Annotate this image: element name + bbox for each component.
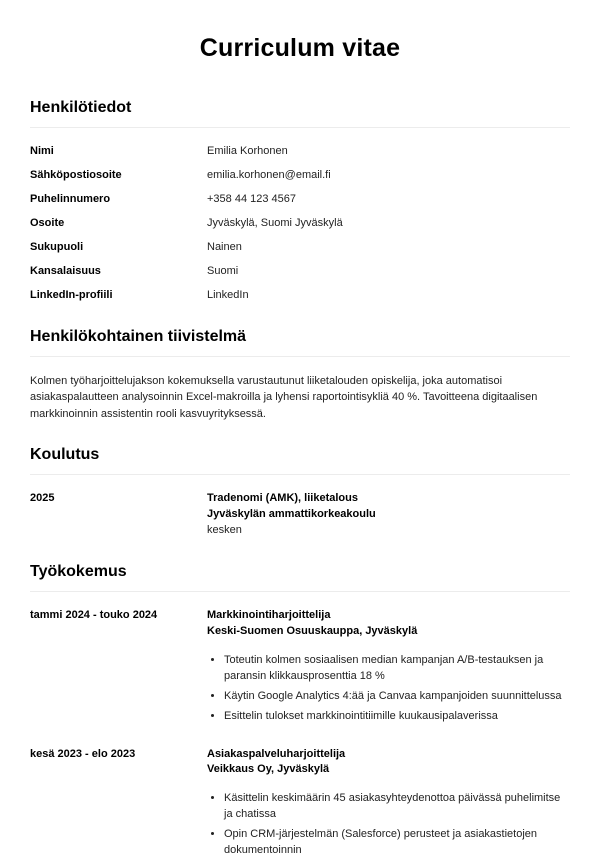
experience-company: Keski-Suomen Osuuskauppa, Jyväskylä bbox=[207, 624, 570, 640]
info-row-email bbox=[30, 168, 570, 184]
info-row-gender bbox=[30, 240, 570, 256]
education-heading: Koulutus bbox=[30, 446, 570, 475]
info-row-name bbox=[30, 144, 570, 160]
experience-bullet-list bbox=[207, 791, 570, 859]
education-period: 2025 bbox=[30, 491, 207, 539]
education-degree: Tradenomi (AMK), liiketalous bbox=[207, 491, 570, 507]
education-school: Jyväskylän ammattikorkeakoulu bbox=[207, 507, 570, 523]
field-label: Sähköpostiosoite bbox=[30, 168, 207, 184]
field-value: Emilia Korhonen bbox=[207, 144, 570, 160]
experience-period: kesä 2023 - elo 2023 bbox=[30, 747, 207, 863]
experience-bullet: • Käytin Google Analytics 4:ää ja Canvaa kampanjoiden suunnittelussa bbox=[224, 689, 570, 705]
experience-entry bbox=[30, 608, 570, 729]
education-details bbox=[207, 491, 570, 539]
personal-info-heading: Henkilötiedot bbox=[30, 99, 570, 128]
experience-bullet: • Opin CRM-järjestelmän (Salesforce) perusteet ja asiakastietojen dokumentoinnin bbox=[224, 827, 570, 859]
field-value: Nainen bbox=[207, 240, 570, 256]
experience-period: tammi 2024 - touko 2024 bbox=[30, 608, 207, 729]
education-status: kesken bbox=[207, 523, 570, 539]
section-personal-info bbox=[30, 99, 570, 304]
field-value: emilia.korhonen@email.fi bbox=[207, 168, 570, 184]
field-label: Kansalaisuus bbox=[30, 264, 207, 280]
experience-bullet: • Toteutin kolmen sosiaalisen median kampanjan A/B-testauksen ja paransin klikkausprosenttia 18 % bbox=[224, 653, 570, 685]
section-education bbox=[30, 446, 570, 539]
education-entry bbox=[30, 491, 570, 539]
experience-entry bbox=[30, 747, 570, 863]
info-row-linkedin bbox=[30, 288, 570, 304]
field-label: Nimi bbox=[30, 144, 207, 160]
document-title: Curriculum vitae bbox=[30, 34, 570, 63]
field-value: Suomi bbox=[207, 264, 570, 280]
info-row-address bbox=[30, 216, 570, 232]
experience-bullet: • Esittelin tulokset markkinointitiimille kuukausipalaverissa bbox=[224, 709, 570, 725]
info-row-phone bbox=[30, 192, 570, 208]
field-label: LinkedIn-profiili bbox=[30, 288, 207, 304]
experience-bullet-list bbox=[207, 653, 570, 725]
experience-details bbox=[207, 608, 570, 729]
summary-paragraph: Kolmen työharjoittelujakson kokemuksella varustautunut liiketalouden opiskelija, joka automatisoi asiakaspalautteen analysoinnin Excel-makroilla ja lyhensi raportointisykliä 40 %. Tavoitteena digitaalisen markkinoinnin assistentin rooli kasvuyrityksessä. bbox=[30, 373, 570, 423]
experience-role: Markkinointiharjoittelija bbox=[207, 608, 570, 624]
experience-bullet: • Käsittelin keskimäärin 45 asiakasyhteydenottoa päivässä puhelimitse ja chatissa bbox=[224, 791, 570, 823]
experience-company: Veikkaus Oy, Jyväskylä bbox=[207, 762, 570, 778]
section-experience bbox=[30, 563, 570, 863]
field-value: +358 44 123 4567 bbox=[207, 192, 570, 208]
summary-heading: Henkilökohtainen tiivistelmä bbox=[30, 328, 570, 357]
experience-heading: Työkokemus bbox=[30, 563, 570, 592]
experience-details bbox=[207, 747, 570, 863]
field-value: LinkedIn bbox=[207, 288, 570, 304]
field-label: Sukupuoli bbox=[30, 240, 207, 256]
info-row-nationality bbox=[30, 264, 570, 280]
field-label: Puhelinnumero bbox=[30, 192, 207, 208]
experience-role: Asiakaspalveluharjoittelija bbox=[207, 747, 570, 763]
field-label: Osoite bbox=[30, 216, 207, 232]
field-value: Jyväskylä, Suomi Jyväskylä bbox=[207, 216, 570, 232]
section-summary bbox=[30, 328, 570, 423]
